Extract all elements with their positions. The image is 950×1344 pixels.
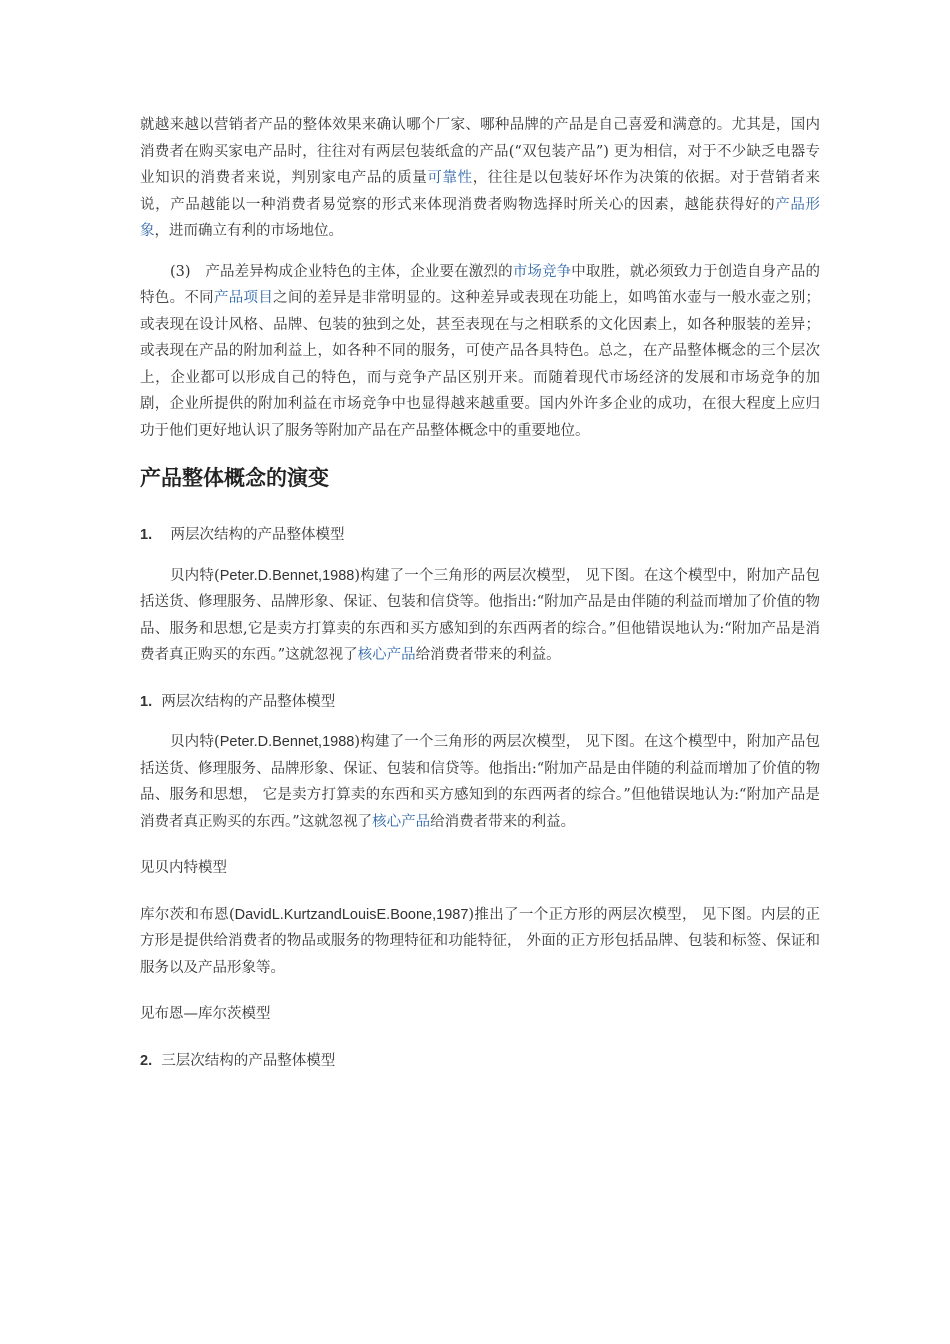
section-heading: 产品整体概念的演变 — [140, 465, 329, 490]
subsection-title-3: 2. 三层次结构的产品整体模型 — [140, 1052, 336, 1069]
paragraph-product-difference: (3) 产品差异构成企业特色的主体，企业要在激烈的市场竞争中取胜，就必须致力于创造自身产品的特色。不同产品项目之间的差异是非常明显的。这种差异或表现在功能上，如鸣笛水壶与一般水壶之别；或表现在设计风格、品牌、包装的独到之处，甚至表现在与之相联系的文化因素上，如各种服装的差异；或表现在产品的附加利益上，如各种不同的服务，可使产品各具特色。总之，在产品整体概念的三个层次上，企业都可以形成自己的特色，而与竞争产品区别开来。而随着现代市场经济的发展和市场竞争的加剧，企业所提供的附加利益在市场竞争中也显得越来越重要。国内外许多企业的成功，在很大程度上应归功于他们更好地认识了服务等附加产品在产品整体概念中的重要地位。 — [140, 263, 821, 439]
link-core-product-2[interactable]: 核心产品 — [372, 813, 431, 830]
caption-boone-kurtz-model: 见布恩—库尔茨模型 — [140, 1006, 271, 1022]
subsection-title-1: 1. 两层次结构的产品整体模型 — [140, 527, 345, 543]
paragraph-bennet-model-1: 贝内特(Peter.D.Bennet,1988)构建了一个三角形的两层次模型， 见下图。在这个模型中，附加产品包括送货、修理服务、品牌形象、保证、包装和信贷等。他指出:“附加产品是由伴随的利益而增加了价值的物品、服务和思想,它是卖方打算卖的东西和买方感知到的东西两者的综合。”但他错误地认为:“附加产品是消费者真正购买的东西。”这就忽视了核心产品给消费者带来的利益。 — [140, 567, 820, 663]
paragraph-consumer-judgement: 就越来越以营销者产品的整体效果来确认哪个厂家、哪种品牌的产品是自己喜爱和满意的。尤其是，国内消费者在购买家电产品时，往往对有两层包装纸盒的产品(“双包装产品”) 更为相信，对于不少缺乏电器专业知识的消费者来说，判别家电产品的质量可靠性，往往是以包装好坏作为决策的依据。对于营销者来说，产品越能以一种消费者易觉察的形式来体现消费者购物选择时所关心的因素，越能获得好的产品形象，进而确立有利的市场地位。 — [140, 117, 820, 239]
caption-bennet-model: 见贝内特模型 — [140, 860, 227, 876]
paragraph-bennet-model-2: 贝内特(Peter.D.Bennet,1988)构建了一个三角形的两层次模型， 见下图。在这个模型中，附加产品包括送货、修理服务、品牌形象、保证、包装和信贷等。他指出:“附加产品是由伴随的利益而增加了价值的物品、服务和思想， 它是卖方打算卖的东西和买方感知到的东西两者的综合。”但他错误地认为:“附加产品是消费者真正购买的东西。”这就忽视了核心产品给消费者带来的利益。 — [140, 734, 820, 830]
document-page — [140, 112, 820, 1074]
link-reliability[interactable]: 可靠性 — [427, 170, 473, 186]
link-product-item[interactable]: 产品项目 — [213, 290, 274, 306]
link-product-image[interactable]: 产品形象 — [140, 196, 820, 239]
link-market-competition[interactable]: 市场竞争 — [512, 263, 572, 280]
paragraph-kurtz-boone-model: 库尔茨和布恩(DavidL.KurtzandLouisE.Boone,1987)推出了一个正方形的两层次模型， 见下图。内层的正方形是提供给消费者的物品或服务的物理特征和功能特征， 外面的正方形包括品牌、包装和标签、保证和服务以及产品形象等。 — [140, 906, 820, 976]
link-core-product-1[interactable]: 核心产品 — [357, 647, 416, 663]
subsection-title-2: 1. 两层次结构的产品整体模型 — [140, 693, 336, 710]
